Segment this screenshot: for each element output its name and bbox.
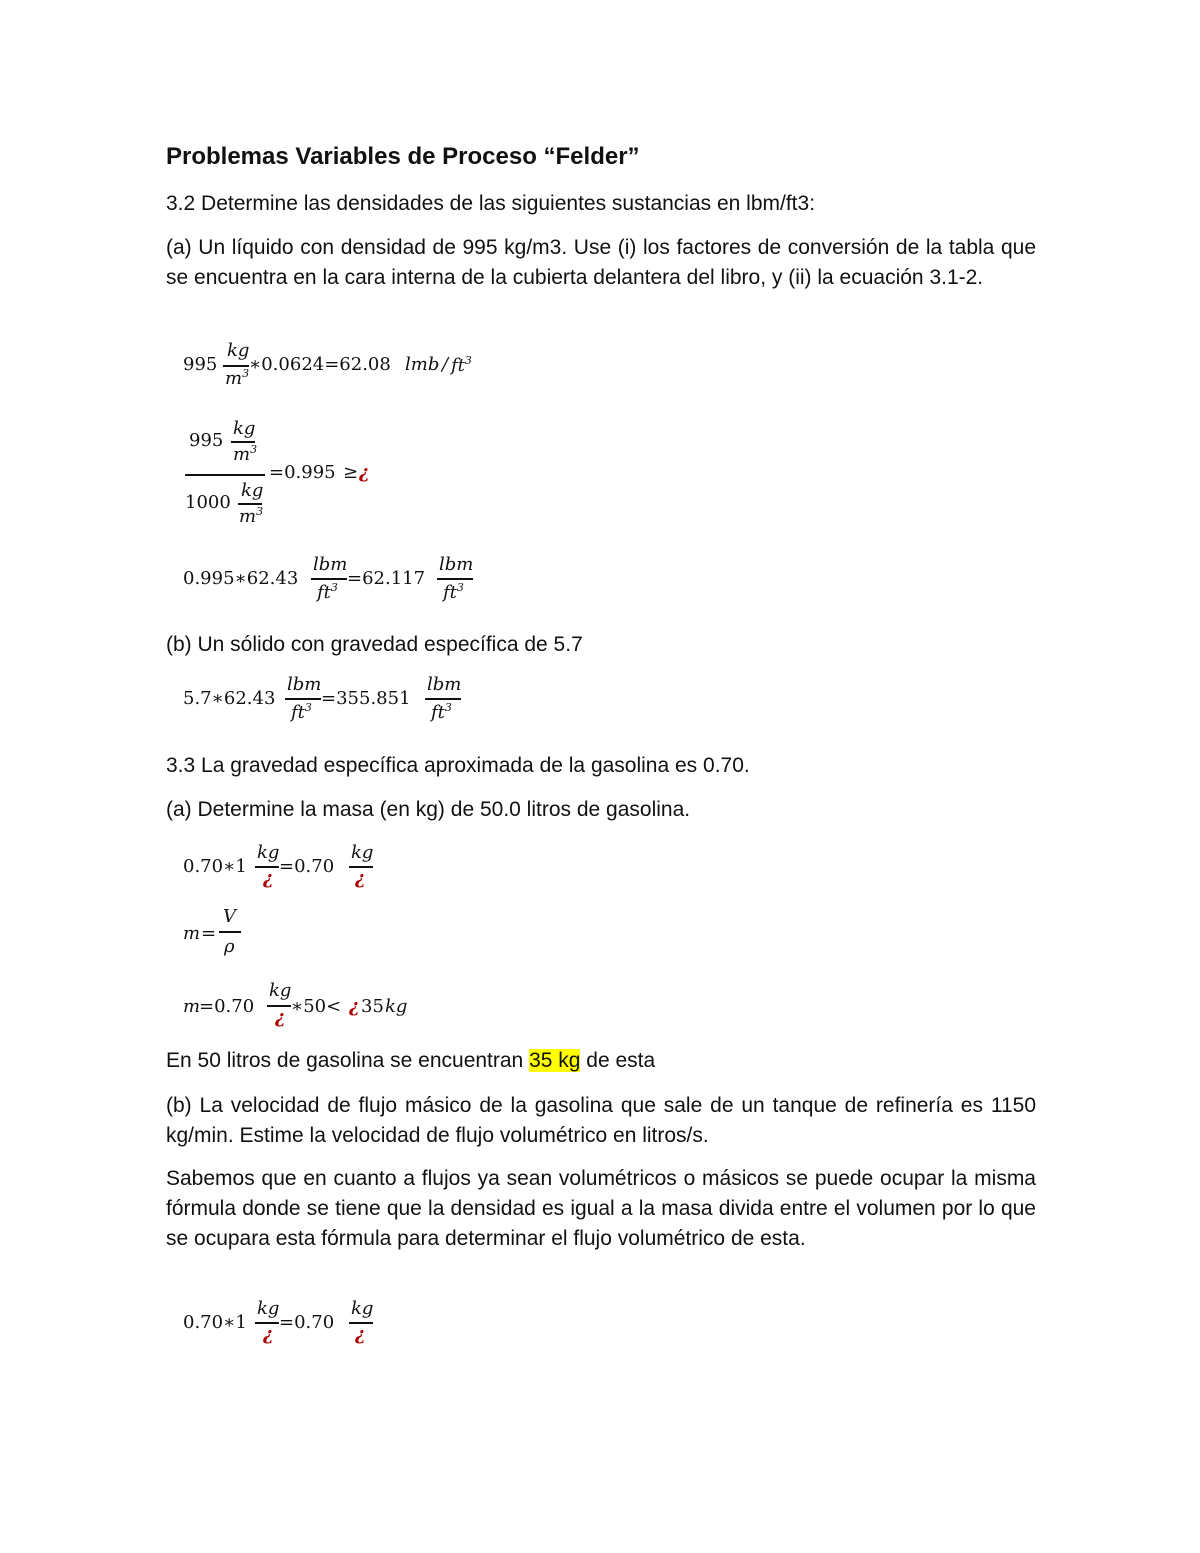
answer-3-3-a — [166, 1046, 1036, 1076]
equation-6 — [183, 906, 283, 966]
eq6-bar — [219, 931, 241, 933]
eq5-product: 0.70∗1 — [183, 856, 247, 877]
eq8-result: =0.70 — [279, 1312, 335, 1333]
eq2-num-995: 995 — [189, 430, 224, 451]
eq3-ft3-1: $ft^3$ — [317, 581, 338, 603]
highlighted-answer: 35 kg — [529, 1049, 581, 1072]
problem-3-2-b-statement: (b) Un sólido con gravedad específica de 5.7 — [166, 633, 583, 656]
eq8-kg-2: kg — [351, 1298, 374, 1319]
equation-1 — [183, 340, 503, 400]
eq3-bar-1 — [311, 578, 347, 580]
eq6-equals: = — [201, 923, 217, 944]
eq2-main-fraction-bar — [185, 474, 265, 476]
eq2-num-kg: kg — [233, 418, 256, 439]
eq8-inverted-question-1: ¿ — [263, 1324, 274, 1345]
eq5-kg-1: kg — [257, 842, 280, 863]
problem-3-2-statement: 3.2 Determine las densidades de las siguientes sustancias en lbm/ft3: — [166, 192, 816, 215]
eq2-result: =0.995 — [269, 462, 336, 483]
eq1-lmb: lmb — [405, 354, 440, 375]
eq4-bar-2 — [425, 698, 461, 700]
eq4-product: 5.7∗62.43 — [183, 688, 276, 709]
eq1-product: ∗0.0624=62.08 — [249, 354, 391, 375]
eq7-coef: =0.70 — [199, 996, 255, 1017]
eq3-result: =62.117 — [347, 568, 426, 589]
eq7-result-kg: kg — [385, 996, 408, 1017]
eq3-lbm-2: lbm — [439, 554, 474, 575]
eq8-product: 0.70∗1 — [183, 1312, 247, 1333]
problem-3-2-a-statement: (a) Un líquido con densidad de 995 kg/m3. Use (i) los factores de conversión de la tabla que se encuentra en la cara interna de la cubierta delantera del libro, y (ii) la ecuación 3.1-2. — [166, 236, 1036, 289]
eq7-kg: kg — [269, 980, 292, 1001]
eq2-num-m3: $m^3$ — [233, 443, 258, 465]
eq4-lbm-1: lbm — [287, 674, 322, 695]
eq1-ft3: $ft^3$ — [451, 354, 472, 376]
eq5-inverted-question-1: ¿ — [263, 868, 274, 889]
eq6-rho: ρ — [224, 936, 235, 957]
eq4-bar-1 — [285, 698, 321, 700]
eq1-number: 995 — [183, 354, 218, 375]
eq7-m: m — [183, 996, 201, 1017]
eq3-ft3-2: $ft^3$ — [443, 581, 464, 603]
problem-3-3-statement: 3.3 La gravedad específica aproximada de la gasolina es 0.70. — [166, 754, 750, 777]
answer-text-end: de esta — [580, 1049, 656, 1072]
eq2-den-1000: 1000 — [185, 492, 231, 513]
problem-3-3-a-statement: (a) Determine la masa (en kg) de 50.0 litros de gasolina. — [166, 798, 691, 821]
equation-5 — [183, 842, 403, 900]
eq4-lbm-2: lbm — [427, 674, 462, 695]
equation-3 — [183, 554, 503, 616]
document-title: Problemas Variables de Proceso “Felder” — [166, 143, 640, 170]
eq2-inverted-question: ¿ — [359, 462, 370, 483]
answer-text: En 50 litros de gasolina se encuentran — [166, 1049, 530, 1072]
equation-4 — [183, 674, 503, 736]
eq5-inverted-question-2: ¿ — [355, 868, 366, 889]
eq7-inverted-question-2: ¿ — [349, 996, 360, 1017]
eq7-times-50: ∗50< — [291, 996, 342, 1017]
eq4-ft3-1: $ft^3$ — [291, 701, 312, 723]
equation-7 — [183, 980, 443, 1040]
problem-3-3-b-statement: (b) La velocidad de flujo másico de la gasolina que sale de un tanque de refinería es 1150 kg/min. Estime la velocidad de flujo volumétrico en litros/s. — [166, 1094, 1036, 1147]
eq4-result: =355.851 — [321, 688, 411, 709]
eq5-kg-2: kg — [351, 842, 374, 863]
eq1-kg: kg — [227, 340, 250, 361]
eq2-ge: ≥ — [343, 462, 359, 483]
eq3-lbm-1: lbm — [313, 554, 348, 575]
eq1-slash: / — [442, 354, 449, 375]
eq4-ft3-2: $ft^3$ — [431, 701, 452, 723]
eq2-den-m3: $m^3$ — [239, 505, 264, 527]
eq3-product: 0.995∗62.43 — [183, 568, 299, 589]
explanation-paragraph: Sabemos que en cuanto a flujos ya sean volumétricos o másicos se puede ocupar la misma fórmula donde se tiene que la densidad es igual a la masa divida entre el volumen por lo que se ocupara esta fórmula para determinar el flujo volumétrico de esta. — [166, 1167, 1036, 1250]
equation-8 — [183, 1298, 403, 1356]
eq8-kg-1: kg — [257, 1298, 280, 1319]
eq6-V: V — [223, 906, 236, 927]
equation-2 — [183, 418, 423, 538]
eq6-m: m — [183, 923, 201, 944]
eq2-den-kg: kg — [241, 480, 264, 501]
eq5-result: =0.70 — [279, 856, 335, 877]
eq3-bar-2 — [437, 578, 473, 580]
eq1-m3: $m^3$ — [225, 367, 250, 389]
eq7-inverted-question-1: ¿ — [275, 1007, 286, 1028]
eq8-inverted-question-2: ¿ — [355, 1324, 366, 1345]
eq7-result: 35 — [361, 996, 384, 1017]
